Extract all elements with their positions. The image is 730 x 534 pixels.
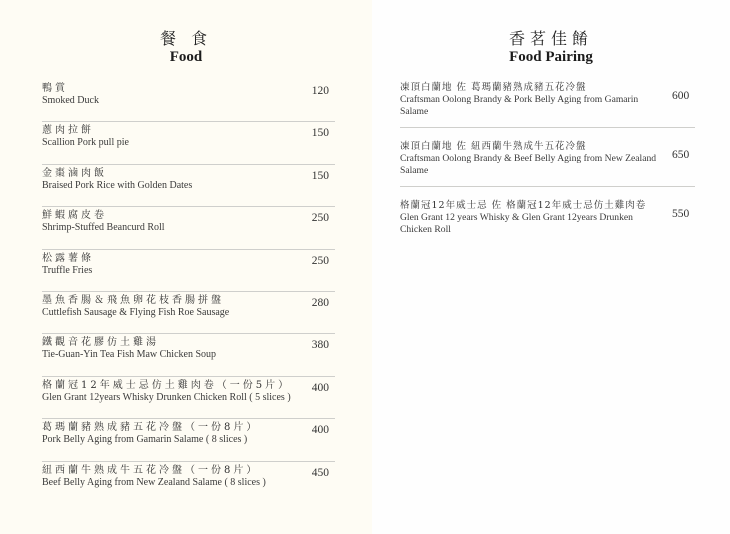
pairing-item — [400, 139, 695, 187]
item-price: 250 — [311, 254, 329, 267]
menu-item — [42, 122, 335, 164]
item-name-zh: 墨魚香腸＆飛魚卵花枝香腸拼盤 — [42, 294, 224, 306]
food-list — [42, 80, 335, 504]
item-price: 450 — [311, 466, 329, 479]
menu-item — [42, 250, 335, 292]
food-section-title — [0, 30, 372, 67]
pairing-item — [400, 80, 695, 128]
item-name-en: Smoked Duck — [42, 95, 99, 106]
item-name-en: Shrimp-Stuffed Beancurd Roll — [42, 222, 165, 234]
menu-item — [42, 462, 335, 504]
menu-item — [42, 377, 335, 419]
item-name-zh: 鐵觀音花膠仿土雞湯 — [42, 337, 159, 349]
item-name-zh: 鴨賞 — [42, 83, 68, 94]
item-name-en: Scallion Pork pull pie — [42, 137, 129, 149]
pairing-section-title — [372, 30, 730, 67]
item-name-en: Beef Belly Aging from New Zealand Salame ( 8 slices ) — [42, 476, 266, 488]
section-title-en: Food — [169, 49, 203, 65]
pairing-list — [400, 80, 695, 257]
food-pairing-page — [372, 0, 730, 534]
item-name-en: Craftsman Oolong Brandy & Beef Belly Aging from New Zealand Salame — [400, 153, 657, 176]
section-title-en: Food Pairing — [509, 49, 593, 65]
item-price: 150 — [311, 169, 329, 182]
item-name-en: Glen Grant 12years Whisky Drunken Chicken Roll ( 5 slices ) — [42, 391, 291, 403]
item-price: 250 — [311, 212, 329, 225]
item-price: 380 — [311, 339, 329, 352]
pairing-item — [400, 198, 695, 246]
menu-item — [42, 80, 335, 122]
item-price: 120 — [311, 85, 329, 97]
item-name-en: Pork Belly Aging from Gamarin Salame ( 8 slices ) — [42, 434, 248, 446]
section-title-zh: 香茗佳餚 — [508, 29, 593, 48]
menu-item — [42, 334, 335, 376]
item-name-en: Tie-Guan-Yin Tea Fish Maw Chicken Soup — [42, 349, 217, 361]
item-name-zh: 蔥肉拉餅 — [42, 125, 94, 137]
item-name-zh: 金棗滷肉飯 — [42, 167, 107, 179]
item-name-en: Truffle Fries — [42, 264, 93, 276]
item-name-zh: 松露薯條 — [42, 252, 94, 264]
section-title-zh: 餐 食 — [159, 29, 213, 48]
item-name-zh: 凍頂白蘭地 佐 葛瑪蘭豬熟成豬五花冷盤 — [400, 82, 587, 93]
item-name-zh: 紐西蘭牛熟成牛五花冷盤（一份8片） — [42, 464, 260, 476]
menu-item — [42, 165, 335, 207]
item-price: 150 — [311, 127, 329, 140]
item-name-zh: 葛瑪蘭豬熟成豬五花冷盤（一份8片） — [42, 422, 260, 434]
item-price: 280 — [311, 296, 329, 309]
menu-item — [42, 419, 335, 461]
item-name-en: Craftsman Oolong Brandy & Pork Belly Aging from Gamarin Salame — [400, 94, 639, 117]
item-name-zh: 鮮蝦腐皮卷 — [42, 210, 107, 222]
item-price: 400 — [311, 381, 329, 394]
item-price: 400 — [311, 424, 329, 437]
item-name-zh: 格蘭冠12年威士忌仿土雞肉卷（一份5片） — [42, 379, 292, 391]
item-price: 550 — [672, 208, 690, 220]
item-price: 600 — [672, 90, 690, 102]
item-name-en: Braised Pork Rice with Golden Dates — [42, 179, 193, 191]
menu-item — [42, 207, 335, 249]
item-name-en: Cuttlefish Sausage & Flying Fish Roe Sausage — [42, 306, 230, 318]
item-price: 650 — [672, 149, 690, 161]
item-name-zh: 格蘭冠12年威士忌 佐 格蘭冠12年威士忌仿土雞肉卷 — [400, 200, 647, 211]
item-name-en: Glen Grant 12 years Whisky & Glen Grant 12years Drunken Chicken Roll — [400, 212, 633, 235]
item-name-zh: 凍頂白蘭地 佐 紐西蘭牛熟成牛五花冷盤 — [400, 141, 587, 152]
menu-item — [42, 292, 335, 334]
